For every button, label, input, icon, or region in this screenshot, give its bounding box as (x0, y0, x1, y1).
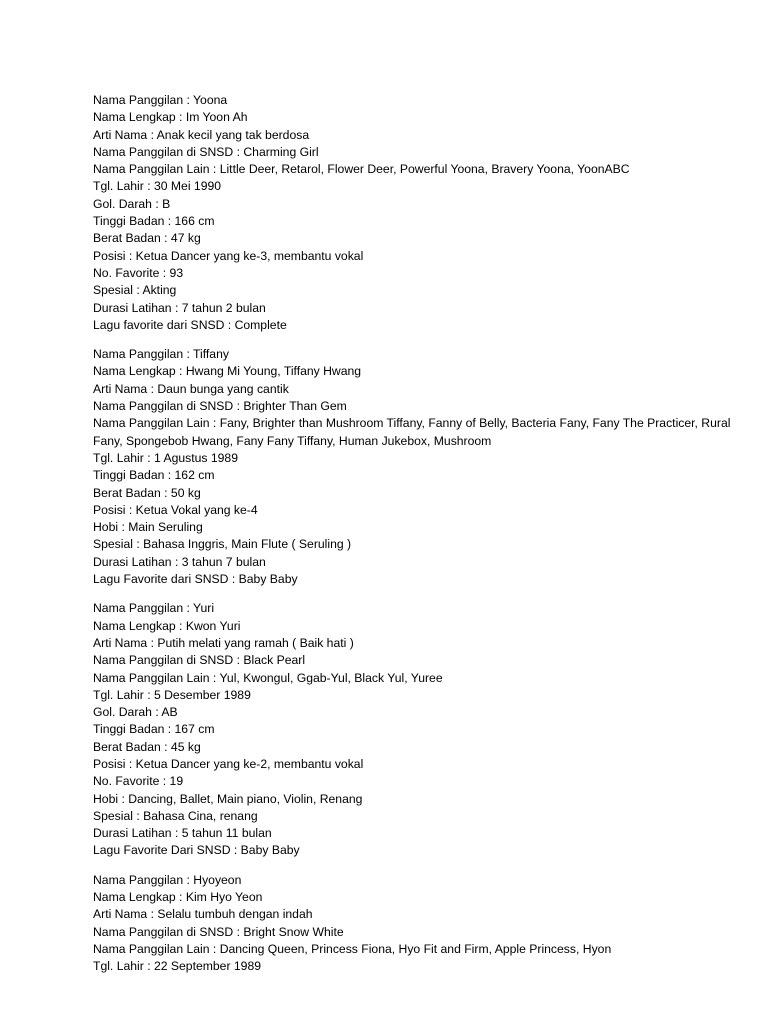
field-line: Gol. Darah : AB (93, 705, 178, 720)
field-line: Nama Panggilan : Tiffany (93, 347, 229, 362)
field-line: Posisi : Ketua Dancer yang ke-3, membantu vokal (93, 248, 364, 263)
field-line: Tinggi Badan : 162 cm (93, 468, 215, 483)
field-line: Lagu favorite dari SNSD : Complete (93, 317, 287, 332)
field-line: Berat Badan : 47 kg (93, 231, 201, 246)
field-line: Nama Panggilan di SNSD : Bright Snow White (93, 924, 344, 939)
field-line: Nama Panggilan : Yoona (93, 93, 228, 107)
field-line: Nama Panggilan Lain : Little Deer, Retarol, Flower Deer, Powerful Yoona, Bravery Yoona, YoonABC (93, 162, 630, 177)
document-body (93, 92, 733, 988)
profile-hyoyeon (93, 872, 733, 976)
field-line: Berat Badan : 45 kg (93, 739, 201, 754)
field-line: Nama Panggilan Lain : Yul, Kwongul, Ggab-Yul, Black Yul, Yuree (93, 670, 443, 685)
field-line: Hobi : Main Seruling (93, 520, 203, 535)
field-line: Posisi : Ketua Dancer yang ke-2, membantu vokal (93, 756, 364, 771)
profile-yoona (93, 92, 733, 334)
field-line: Durasi Latihan : 5 tahun 11 bulan (93, 826, 272, 841)
field-line: Nama Lengkap : Kwon Yuri (93, 618, 241, 633)
field-line: Arti Nama : Putih melati yang ramah ( Baik hati ) (93, 635, 354, 650)
field-line: Spesial : Bahasa Cina, renang (93, 808, 258, 823)
field-line: Lagu Favorite dari SNSD : Baby Baby (93, 572, 298, 587)
field-line: Nama Panggilan Lain : Fany, Brighter than Mushroom Tiffany, Fanny of Belly, Bacteria Fany, Fany The Practicer, Rural Fany, Spongebob Hwang, Fany Fany Tiffany, Human Jukebox, Mushroom (93, 416, 731, 448)
field-line: Durasi Latihan : 7 tahun 2 bulan (93, 300, 266, 315)
field-line: Nama Panggilan Lain : Dancing Queen, Princess Fiona, Hyo Fit and Firm, Apple Princess, Hyon (93, 941, 612, 956)
field-line: Nama Panggilan : Hyoyeon (93, 872, 242, 887)
field-line: Tgl. Lahir : 1 Agustus 1989 (93, 450, 238, 465)
profile-yuri (93, 600, 733, 859)
field-line: Lagu Favorite Dari SNSD : Baby Baby (93, 843, 300, 858)
field-line: Durasi Latihan : 3 tahun 7 bulan (93, 554, 266, 569)
field-line: Spesial : Akting (93, 283, 177, 298)
field-line: Tinggi Badan : 167 cm (93, 722, 215, 737)
field-line: Nama Lengkap : Im Yoon Ah (93, 110, 248, 125)
field-line: Nama Lengkap : Hwang Mi Young, Tiffany Hwang (93, 364, 362, 379)
field-line: Spesial : Bahasa Inggris, Main Flute ( Seruling ) (93, 537, 352, 552)
field-line: No. Favorite : 93 (93, 265, 184, 280)
field-line: Hobi : Dancing, Ballet, Main piano, Violin, Renang (93, 791, 363, 806)
field-line: Tinggi Badan : 166 cm (93, 214, 215, 229)
field-line: Tgl. Lahir : 22 September 1989 (93, 959, 262, 974)
field-line: Arti Nama : Selalu tumbuh dengan indah (93, 907, 313, 922)
field-line: Nama Lengkap : Kim Hyo Yeon (93, 890, 263, 905)
field-line: No. Favorite : 19 (93, 774, 184, 789)
field-line: Tgl. Lahir : 30 Mei 1990 (93, 179, 222, 194)
field-line: Berat Badan : 50 kg (93, 485, 201, 500)
field-line: Gol. Darah : B (93, 196, 171, 211)
field-line: Nama Panggilan di SNSD : Brighter Than Gem (93, 399, 347, 414)
field-line: Nama Panggilan di SNSD : Charming Girl (93, 144, 319, 159)
profile-tiffany (93, 346, 733, 588)
field-line: Nama Panggilan di SNSD : Black Pearl (93, 653, 306, 668)
field-line: Arti Nama : Anak kecil yang tak berdosa (93, 127, 310, 142)
field-line: Nama Panggilan : Yuri (93, 601, 215, 616)
field-line: Posisi : Ketua Vokal yang ke-4 (93, 502, 258, 517)
field-line: Arti Nama : Daun bunga yang cantik (93, 381, 289, 396)
field-line: Tgl. Lahir : 5 Desember 1989 (93, 687, 251, 702)
